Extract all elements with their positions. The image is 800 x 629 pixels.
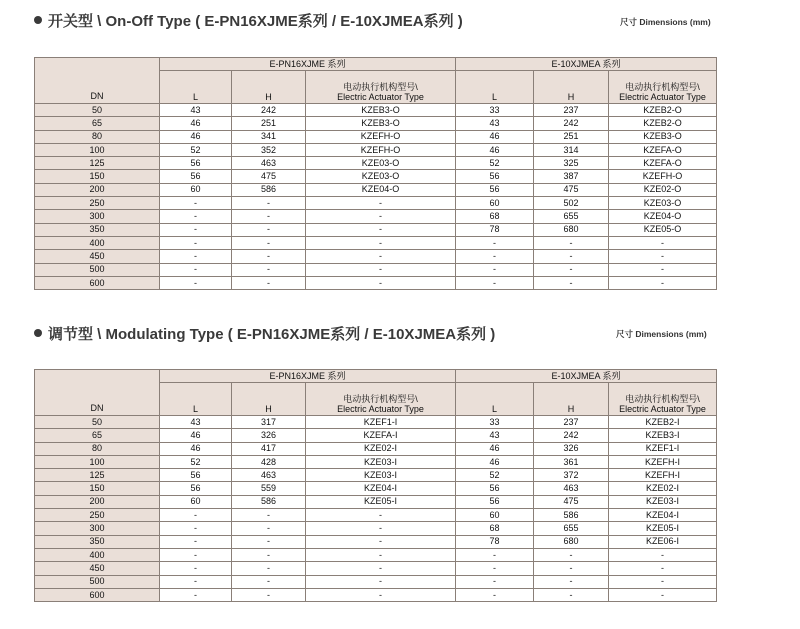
table-cell: - — [456, 588, 534, 601]
table-cell: - — [232, 548, 306, 561]
dimensions-label: 尺寸 Dimensions (mm) — [616, 329, 707, 339]
group-header-10xjmea: E-10XJMEA 系列 — [456, 58, 717, 71]
table-row — [35, 130, 717, 143]
dn-cell: 450 — [35, 250, 160, 263]
table-cell: - — [534, 250, 609, 263]
table-cell: 33 — [456, 416, 534, 429]
l-header: L — [192, 92, 198, 102]
table-cell: 680 — [534, 535, 609, 548]
table-row — [35, 210, 717, 223]
table-cell: - — [232, 509, 306, 522]
table-cell: 52 — [160, 143, 232, 156]
table-cell: 655 — [534, 210, 609, 223]
table-cell: KZEB3-O — [306, 104, 456, 117]
section-title: 开关型 \ On-Off Type ( E-PN16XJME系列 / E-10XJMEA系列 ) — [34, 10, 463, 31]
table-cell: 428 — [232, 455, 306, 468]
table-cell: 242 — [534, 117, 609, 130]
table-cell: 326 — [232, 429, 306, 442]
dn-cell: 500 — [35, 575, 160, 588]
table-cell: KZEFH-O — [609, 170, 717, 183]
table-cell: KZEB2-I — [609, 416, 717, 429]
h-header: H — [265, 404, 272, 414]
dn-cell: 250 — [35, 197, 160, 210]
dn-cell: 65 — [35, 429, 160, 442]
table-cell: - — [306, 562, 456, 575]
table-cell: - — [306, 522, 456, 535]
table-cell: KZE04-O — [306, 183, 456, 196]
table-cell: - — [609, 562, 717, 575]
table-cell: 43 — [456, 117, 534, 130]
table-row — [35, 250, 717, 263]
table-cell: KZE04-O — [609, 210, 717, 223]
table-cell: 43 — [456, 429, 534, 442]
table-cell: - — [160, 535, 232, 548]
actuator-header-en: Electric Actuator Type — [619, 92, 706, 102]
table-cell: 237 — [534, 104, 609, 117]
table-cell: - — [306, 197, 456, 210]
table-cell: 314 — [534, 143, 609, 156]
group-header-10xjmea: E-10XJMEA 系列 — [456, 370, 717, 383]
table-cell: - — [609, 575, 717, 588]
group-header-pn16: E-PN16XJME 系列 — [160, 370, 456, 383]
table-row — [35, 416, 717, 429]
table-cell: - — [306, 263, 456, 276]
table-cell: 43 — [160, 416, 232, 429]
table-row — [35, 482, 717, 495]
table-cell: - — [232, 575, 306, 588]
table-cell: - — [534, 236, 609, 249]
table-cell: - — [609, 250, 717, 263]
modulating-table — [34, 369, 717, 602]
table-cell: - — [306, 509, 456, 522]
table-cell: - — [160, 588, 232, 601]
table-cell: 352 — [232, 143, 306, 156]
table-cell: 46 — [456, 442, 534, 455]
table-cell: - — [232, 250, 306, 263]
table-cell: KZEB2-O — [609, 104, 717, 117]
bullet-icon — [34, 16, 42, 24]
dn-header: DN — [90, 91, 104, 101]
table-row — [35, 236, 717, 249]
table-cell: - — [160, 197, 232, 210]
table-cell: - — [232, 276, 306, 289]
table-row — [35, 223, 717, 236]
table-cell: KZEFH-I — [609, 469, 717, 482]
table-cell: 475 — [232, 170, 306, 183]
table-row — [35, 170, 717, 183]
dn-cell: 50 — [35, 104, 160, 117]
table-cell: 680 — [534, 223, 609, 236]
h-header: H — [567, 92, 575, 102]
table-cell: KZEF1-I — [609, 442, 717, 455]
table-cell: - — [456, 276, 534, 289]
table-cell: - — [232, 236, 306, 249]
table-cell: 68 — [456, 210, 534, 223]
table-cell: 60 — [456, 197, 534, 210]
table-cell: 46 — [160, 442, 232, 455]
table-cell: KZE03-I — [609, 495, 717, 508]
table-cell: 52 — [456, 469, 534, 482]
dimensions-label: 尺寸 Dimensions (mm) — [620, 17, 711, 27]
dn-cell: 150 — [35, 482, 160, 495]
table-cell: 341 — [232, 130, 306, 143]
table-row — [35, 117, 717, 130]
table-cell: - — [456, 236, 534, 249]
table-cell: 251 — [534, 130, 609, 143]
table-cell: - — [160, 263, 232, 276]
table-cell: - — [232, 535, 306, 548]
table-cell: KZE02-I — [609, 482, 717, 495]
table-cell: - — [160, 575, 232, 588]
dn-cell: 400 — [35, 236, 160, 249]
table-cell: 586 — [232, 495, 306, 508]
table-row — [35, 429, 717, 442]
table-cell: KZE02-I — [306, 442, 456, 455]
table-cell: 463 — [232, 469, 306, 482]
table-cell: 56 — [160, 170, 232, 183]
dn-cell: 200 — [35, 495, 160, 508]
actuator-header-en: Electric Actuator Type — [619, 404, 706, 414]
table-cell: 317 — [232, 416, 306, 429]
table-cell: 655 — [534, 522, 609, 535]
dn-cell: 600 — [35, 588, 160, 601]
table-cell: 46 — [160, 117, 232, 130]
table-cell: 78 — [456, 223, 534, 236]
table-cell: - — [456, 548, 534, 561]
table-cell: KZEFA-O — [609, 143, 717, 156]
group-header-pn16: E-PN16XJME 系列 — [160, 58, 456, 71]
table-row — [35, 455, 717, 468]
table-cell: KZE02-O — [609, 183, 717, 196]
dn-cell: 200 — [35, 183, 160, 196]
table-cell: 60 — [456, 509, 534, 522]
table-cell: - — [160, 250, 232, 263]
l-header: L — [192, 404, 198, 414]
table-cell: 586 — [534, 509, 609, 522]
table-cell: - — [609, 588, 717, 601]
table-row — [35, 143, 717, 156]
table-row — [35, 548, 717, 561]
dn-cell: 350 — [35, 223, 160, 236]
dn-header: DN — [90, 403, 104, 413]
table-cell: KZEB2-O — [609, 117, 717, 130]
dn-cell: 450 — [35, 562, 160, 575]
table-cell: KZEFA-I — [306, 429, 456, 442]
table-cell: 326 — [534, 442, 609, 455]
table-row — [35, 509, 717, 522]
table-row — [35, 495, 717, 508]
actuator-header-cn: 电动执行机构型号\ — [625, 394, 700, 404]
table-cell: 502 — [534, 197, 609, 210]
table-cell: KZE03-I — [306, 469, 456, 482]
table-cell: - — [609, 236, 717, 249]
table-cell: KZE03-I — [306, 455, 456, 468]
table-body — [35, 416, 717, 602]
table-cell: 46 — [456, 455, 534, 468]
table-row — [35, 276, 717, 289]
table-row — [35, 562, 717, 575]
table-cell: - — [609, 548, 717, 561]
table-cell: 325 — [534, 157, 609, 170]
table-cell: KZE04-I — [306, 482, 456, 495]
table-cell: KZE06-I — [609, 535, 717, 548]
table-row — [35, 104, 717, 117]
table-cell: 78 — [456, 535, 534, 548]
table-cell: KZE04-I — [609, 509, 717, 522]
table-row — [35, 588, 717, 601]
table-row — [35, 197, 717, 210]
table-cell: - — [534, 575, 609, 588]
table-cell: 242 — [232, 104, 306, 117]
dn-cell: 150 — [35, 170, 160, 183]
h-header: H — [265, 92, 272, 102]
table-cell: 361 — [534, 455, 609, 468]
table-cell: KZEF1-I — [306, 416, 456, 429]
table-cell: KZEFH-O — [306, 130, 456, 143]
table-cell: - — [456, 263, 534, 276]
table-cell: 387 — [534, 170, 609, 183]
table-cell: 463 — [232, 157, 306, 170]
h-header: H — [567, 404, 575, 414]
table-cell: - — [160, 522, 232, 535]
table-cell: 68 — [456, 522, 534, 535]
actuator-header-en: Electric Actuator Type — [337, 92, 424, 102]
table-cell: 33 — [456, 104, 534, 117]
table-cell: KZE05-O — [609, 223, 717, 236]
l-header: L — [492, 404, 498, 414]
table-cell: 46 — [456, 143, 534, 156]
dn-cell: 80 — [35, 130, 160, 143]
table-cell: - — [456, 250, 534, 263]
table-cell: 46 — [160, 429, 232, 442]
table-cell: 60 — [160, 183, 232, 196]
table-cell: - — [160, 210, 232, 223]
table-cell: - — [160, 236, 232, 249]
table-cell: 251 — [232, 117, 306, 130]
table-row — [35, 442, 717, 455]
table-cell: - — [160, 223, 232, 236]
dn-cell: 65 — [35, 117, 160, 130]
table-cell: - — [160, 276, 232, 289]
table-cell: KZE05-I — [306, 495, 456, 508]
table-cell: - — [232, 562, 306, 575]
table-cell: 242 — [534, 429, 609, 442]
table-cell: 56 — [456, 495, 534, 508]
table-cell: - — [609, 263, 717, 276]
table-cell: 475 — [534, 183, 609, 196]
table-cell: 46 — [456, 130, 534, 143]
table-cell: - — [306, 236, 456, 249]
table-row — [35, 522, 717, 535]
table-cell: - — [306, 276, 456, 289]
l-header: L — [492, 92, 498, 102]
table-row — [35, 183, 717, 196]
table-cell: - — [534, 276, 609, 289]
dn-cell: 250 — [35, 509, 160, 522]
table-cell: - — [306, 210, 456, 223]
dn-cell: 500 — [35, 263, 160, 276]
dn-cell: 300 — [35, 210, 160, 223]
table-cell: 463 — [534, 482, 609, 495]
table-body — [35, 104, 717, 290]
section-title: 调节型 \ Modulating Type ( E-PN16XJME系列 / E-10XJMEA系列 ) — [34, 323, 495, 344]
on-off-table — [34, 57, 717, 290]
table-row — [35, 469, 717, 482]
table-cell: - — [306, 548, 456, 561]
table-cell: - — [306, 588, 456, 601]
table-cell: 60 — [160, 495, 232, 508]
table-cell: 237 — [534, 416, 609, 429]
dn-cell: 100 — [35, 143, 160, 156]
table-cell: - — [306, 223, 456, 236]
table-cell: 56 — [160, 482, 232, 495]
table-cell: KZEB3-O — [306, 117, 456, 130]
table-cell: KZE03-O — [306, 157, 456, 170]
table-cell: 56 — [456, 482, 534, 495]
table-cell: - — [232, 263, 306, 276]
table-cell: 56 — [456, 170, 534, 183]
dn-cell: 400 — [35, 548, 160, 561]
table-cell: - — [456, 575, 534, 588]
table-cell: - — [306, 575, 456, 588]
table-row — [35, 575, 717, 588]
table-cell: - — [534, 562, 609, 575]
table-cell: - — [160, 562, 232, 575]
dn-cell: 50 — [35, 416, 160, 429]
table-cell: KZEFH-I — [609, 455, 717, 468]
table-cell: - — [232, 522, 306, 535]
table-cell: KZEFH-O — [306, 143, 456, 156]
table-cell: 43 — [160, 104, 232, 117]
table-cell: 475 — [534, 495, 609, 508]
table-cell: KZE05-I — [609, 522, 717, 535]
dn-cell: 125 — [35, 469, 160, 482]
table-cell: - — [232, 210, 306, 223]
table-cell: - — [609, 276, 717, 289]
table-cell: - — [534, 588, 609, 601]
actuator-header-en: Electric Actuator Type — [337, 404, 424, 414]
dn-cell: 80 — [35, 442, 160, 455]
table-cell: - — [534, 263, 609, 276]
table-cell: - — [306, 250, 456, 263]
actuator-header-cn: 电动执行机构型号\ — [343, 82, 418, 92]
table-cell: - — [232, 588, 306, 601]
table-cell: 372 — [534, 469, 609, 482]
table-cell: 586 — [232, 183, 306, 196]
table-cell: KZE03-O — [609, 197, 717, 210]
dn-cell: 100 — [35, 455, 160, 468]
table-cell: - — [456, 562, 534, 575]
table-cell: - — [306, 535, 456, 548]
table-cell: 52 — [160, 455, 232, 468]
table-cell: 56 — [456, 183, 534, 196]
table-cell: 559 — [232, 482, 306, 495]
table-cell: KZEFA-O — [609, 157, 717, 170]
table-cell: - — [232, 197, 306, 210]
table-row — [35, 157, 717, 170]
table-cell: - — [534, 548, 609, 561]
table-cell: - — [160, 509, 232, 522]
table-cell: - — [232, 223, 306, 236]
table-cell: KZE03-O — [306, 170, 456, 183]
table-cell: 417 — [232, 442, 306, 455]
table-row — [35, 535, 717, 548]
actuator-header-cn: 电动执行机构型号\ — [343, 394, 418, 404]
actuator-header-cn: 电动执行机构型号\ — [625, 82, 700, 92]
bullet-icon — [34, 329, 42, 337]
table-cell: - — [160, 548, 232, 561]
table-row — [35, 263, 717, 276]
dn-cell: 125 — [35, 157, 160, 170]
table-cell: 52 — [456, 157, 534, 170]
table-cell: KZEB3-I — [609, 429, 717, 442]
dn-cell: 600 — [35, 276, 160, 289]
table-cell: 56 — [160, 469, 232, 482]
table-cell: 56 — [160, 157, 232, 170]
dn-cell: 350 — [35, 535, 160, 548]
table-cell: KZEB3-O — [609, 130, 717, 143]
table-cell: 46 — [160, 130, 232, 143]
dn-cell: 300 — [35, 522, 160, 535]
